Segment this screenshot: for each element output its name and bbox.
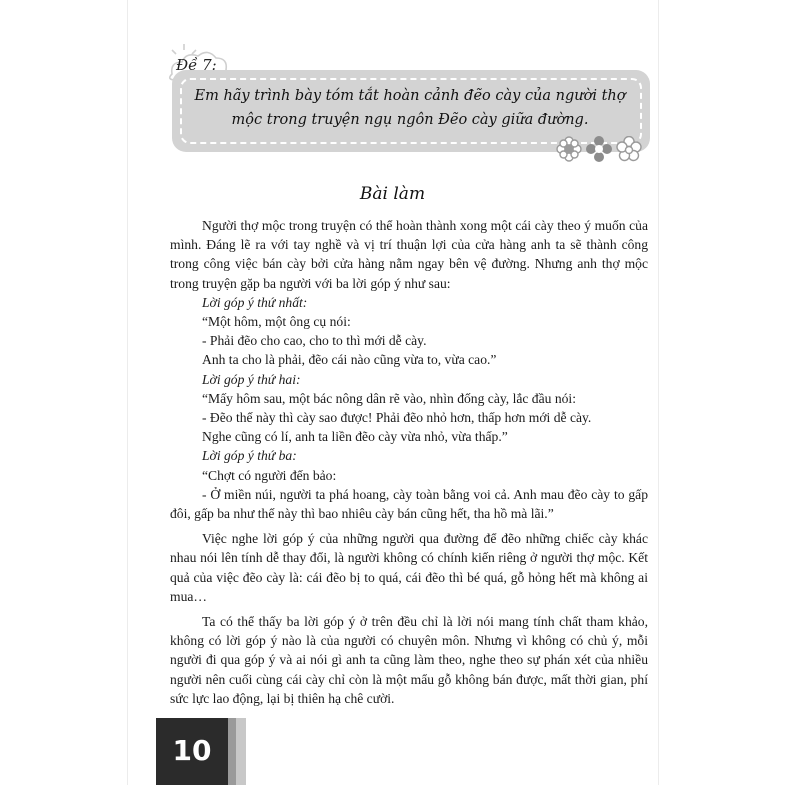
quote-line: - Đẽo thế này thì cày sao được! Phải đẽo nhỏ hơn, thấp hơn mới dễ cày. (202, 410, 592, 426)
exercise-tag: Đề 7: (176, 56, 217, 74)
flower-decoration (556, 136, 642, 162)
quote-line: “Chợt có người đến bảo: (202, 467, 337, 483)
section-title: Bài làm (359, 184, 426, 204)
paragraph: Việc nghe lời góp ý của những người qua đường để đẽo những chiếc cày khác nhau nói lên tính dễ thay đổi, là người không có chính kiến riêng ở người thợ mộc. Kết quả của việc đẽo cày là: cái đẽo bị to quá, cái đẽo thì bé quá, gỗ hỏng hết mà không ai mua… (170, 531, 648, 604)
paragraph: Ta có thể thấy ba lời góp ý ở trên đều chỉ là lời nói mang tính chất tham khảo, không có lời góp ý nào là của người có chuyên môn. Nhưng vì không có chủ ý, mỗi người đi qua góp ý và ai nói gì anh ta cũng làm theo, nghe theo sự phán xét của nhiều người nên cuối cùng cái cày chỉ còn là một mẩu gỗ không bán được, mất thời gian, phí sức lực lao động, lại bị thiên hạ chê cười. (170, 614, 648, 706)
paragraph: Người thợ mộc trong truyện có thể hoàn thành xong một cái cày theo ý muốn của mình. Đáng lẽ ra với tay nghề và vị trí thuận lợi của cửa hàng anh ta sẽ thành công trong công việc bán cày bởi cửa hàng nằm ngay bên vệ đường. Nhưng anh thợ mộc trong truyện gặp ba người với ba lời góp ý như sau: (170, 218, 648, 291)
page-tab-shadow (236, 718, 246, 785)
quote-line: “Một hôm, một ông cụ nói: (202, 314, 351, 330)
page-number: 10 (172, 734, 212, 767)
suggestion-label: Lời góp ý thứ nhất: (202, 294, 308, 310)
quote-line: Nghe cũng có lí, anh ta liền đẽo cày vừa nhỏ, vừa thấp.” (202, 429, 508, 445)
page-number-tab (156, 718, 228, 785)
essay-body (170, 216, 648, 708)
suggestion-label: Lời góp ý thứ hai: (202, 371, 301, 387)
quote-line: - Ở miền núi, người ta phá hoang, cày toàn bằng voi cả. Anh mau đẽo cày to gấp đôi, gấp ba như thế này thì bao nhiêu cày bán cũng hết, tha hồ mà lãi.” (170, 486, 648, 522)
suggestion-label: Lời góp ý thứ ba: (202, 448, 297, 464)
quote-line: “Mấy hôm sau, một bác nông dân rẽ vào, nhìn đống cày, lắc đầu nói: (202, 390, 576, 406)
quote-line: Anh ta cho là phải, đẽo cái nào cũng vừa to, vừa cao.” (202, 352, 497, 368)
quote-line: - Phải đẽo cho cao, cho to thì mới dễ cày. (202, 333, 427, 349)
flower-icon (616, 136, 642, 162)
flower-icon (556, 136, 582, 162)
task-prompt: Em hãy trình bày tóm tắt hoàn cảnh đẽo cày của người thợ mộc trong truyện ngụ ngôn Đẽo cày giữa đường. (194, 88, 626, 128)
flower-icon (586, 136, 612, 162)
